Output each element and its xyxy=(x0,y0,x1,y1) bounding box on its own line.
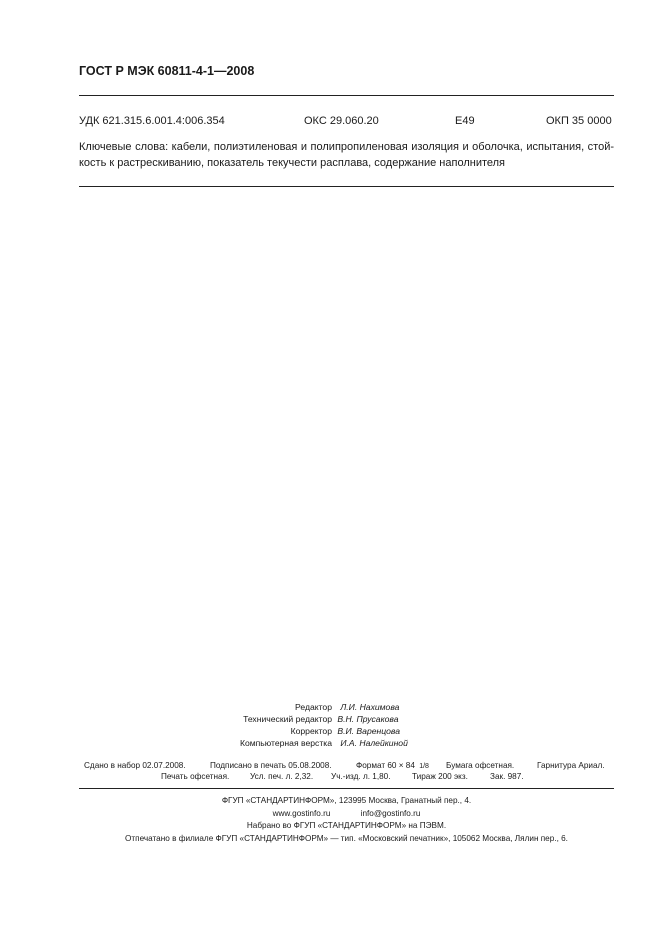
keywords-line-1: Ключевые слова: кабели, полиэтиленовая и полипропиленовая изоляция и оболочка, испытания, стой- xyxy=(79,141,614,153)
printed-note: Отпечатано в филиале ФГУП «СТАНДАРТИНФОРМ» — тип. «Московский печатник», 105062 Москва, Лялин пер., 6. xyxy=(125,833,568,843)
print-sheets: Усл. печ. л. 2,32. xyxy=(250,772,314,781)
typeset-note: Набрано во ФГУП «СТАНДАРТИНФОРМ» на ПЭВМ. xyxy=(246,821,447,830)
publisher-block xyxy=(79,795,614,845)
publisher-divider xyxy=(79,788,614,789)
keywords-line-2: кость к растрескиванию, показатель текучести расплава, содержание наполнителя xyxy=(79,157,506,169)
order-number: Зак. 987. xyxy=(490,772,524,781)
print-run: Тираж 200 экз. xyxy=(412,772,468,781)
credit-name: В.Н. Прусакова xyxy=(337,714,399,724)
format-fraction: 1/8 xyxy=(419,763,429,770)
credit-role: Редактор xyxy=(295,702,332,712)
publisher-address: ФГУП «СТАНДАРТИНФОРМ», 123995 Москва, Гранатный пер., 4. xyxy=(221,796,472,805)
okp-code: ОКП 35 0000 xyxy=(546,115,612,127)
publisher-contacts xyxy=(79,808,614,821)
keywords-block xyxy=(79,139,614,171)
header-divider xyxy=(79,95,614,96)
keywords-divider xyxy=(79,186,614,187)
credit-role: Технический редактор xyxy=(243,714,332,724)
credit-proofreader xyxy=(232,725,400,737)
credit-name: В.И. Варенцова xyxy=(337,726,401,736)
credit-name: Л.И. Нахимова xyxy=(340,702,400,712)
paper-type: Бумага офсетная. xyxy=(446,761,515,770)
group-code: Е49 xyxy=(455,115,475,127)
credit-role: Корректор xyxy=(290,726,332,736)
oks-code: ОКС 29.060.20 xyxy=(304,115,379,127)
credit-name: И.А. Налейкиной xyxy=(340,738,408,748)
printing-method: Печать офсетная. xyxy=(161,772,230,781)
format-info xyxy=(356,761,429,770)
standard-number: ГОСТ Р МЭК 60811-4-1—2008 xyxy=(79,64,255,78)
credit-role: Компьютерная верстка xyxy=(239,738,332,748)
publishing-sheets: Уч.-изд. л. 1,80. xyxy=(331,772,391,781)
publisher-website[interactable]: www.gostinfo.ru xyxy=(272,808,331,818)
publisher-email[interactable]: info@gostinfo.ru xyxy=(360,808,421,818)
credit-layout xyxy=(232,737,408,749)
typeset-date: Сдано в набор 02.07.2008. xyxy=(84,761,186,770)
udk-code: УДК 621.315.6.001.4:006.354 xyxy=(79,115,225,127)
credit-editor xyxy=(232,701,399,713)
typeface-info: Гарнитура Ариал. xyxy=(537,761,605,770)
format-label: Формат 60 × 84 xyxy=(356,761,415,770)
signed-date: Подписано в печать 05.08.2008. xyxy=(210,761,332,770)
credit-tech-editor xyxy=(232,713,399,725)
